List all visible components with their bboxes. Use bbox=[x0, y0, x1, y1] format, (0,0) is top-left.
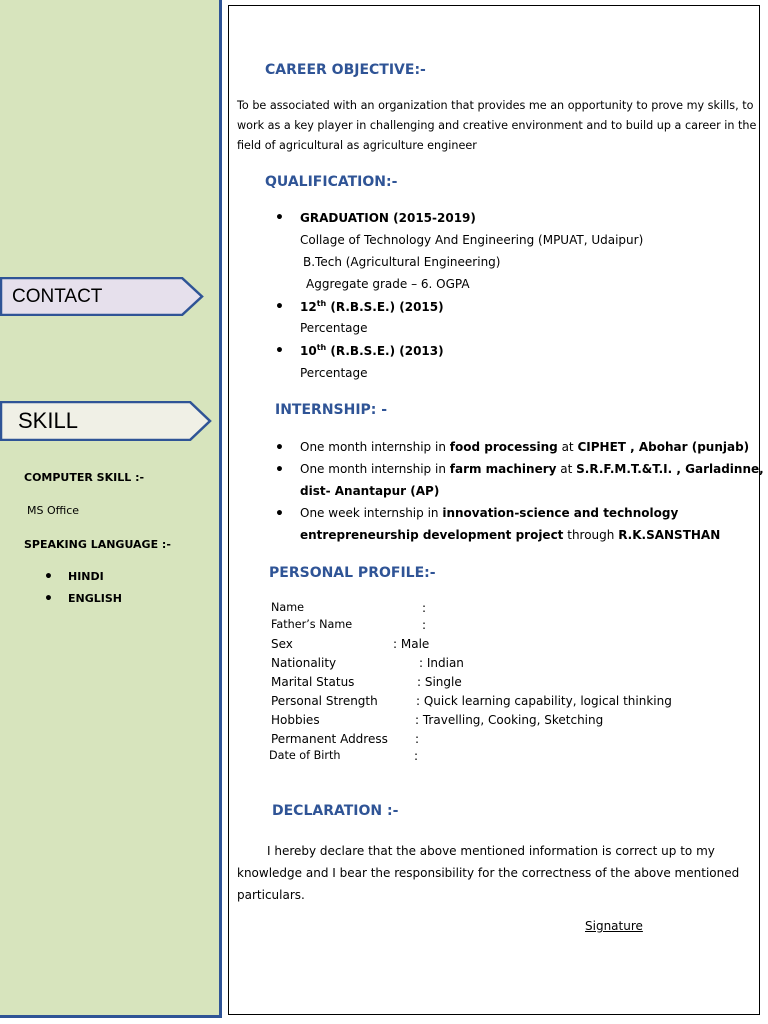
skill-label: SKILL bbox=[18, 408, 78, 433]
contact-label: CONTACT bbox=[12, 285, 103, 307]
language-item: • HINDI bbox=[44, 566, 122, 588]
profile-value: : bbox=[422, 601, 427, 615]
computer-skill-label: COMPUTER SKILL :- bbox=[24, 471, 145, 484]
graduation-grade: Aggregate grade – 6. OGPA bbox=[306, 277, 470, 291]
profile-label: Permanent Address bbox=[271, 732, 388, 746]
contact-tab bbox=[0, 277, 204, 316]
signature: Signature bbox=[585, 919, 643, 933]
text-run: One month internship in bbox=[300, 462, 450, 476]
tenth-number: 10 bbox=[300, 344, 317, 358]
text-run: entrepreneurship development project bbox=[300, 528, 564, 542]
graduation-title: GRADUATION (2015-2019) bbox=[300, 211, 476, 225]
bullet-icon: • bbox=[275, 506, 284, 522]
bullet-icon: • bbox=[275, 210, 284, 226]
tenth-title bbox=[300, 343, 444, 358]
profile-value: : Male bbox=[393, 637, 430, 651]
text-run: farm machinery bbox=[449, 462, 557, 476]
declaration-text: I hereby declare that the above mentioned information is correct up to my knowledge and I bear the responsibility for the correctness of the above mentioned particulars. bbox=[237, 844, 740, 902]
twelfth-ordinal: th bbox=[316, 299, 327, 308]
twelfth-title bbox=[300, 299, 444, 314]
internship-heading: INTERNSHIP: - bbox=[275, 402, 388, 418]
text-run: R.K.SANSTHAN bbox=[618, 528, 721, 542]
language-list bbox=[44, 566, 122, 610]
text-run: One month internship in bbox=[300, 440, 450, 454]
text-run: innovation-science and technology bbox=[442, 506, 679, 520]
internship-item bbox=[300, 506, 678, 520]
twelfth-detail: Percentage bbox=[300, 321, 368, 335]
profile-value: : Quick learning capability, logical thinking bbox=[416, 694, 672, 708]
tenth-board: (R.B.S.E.) (2013) bbox=[330, 344, 444, 358]
profile-label: Name bbox=[271, 601, 305, 614]
twelfth-number: 12 bbox=[300, 300, 317, 314]
career-objective-text: To be associated with an organization that provides me an opportunity to prove my skills, to work as a key player in challenging and creative environment and to build up a career in the field of agricultural as agriculture engineer bbox=[237, 99, 757, 152]
profile-label: Personal Strength bbox=[271, 694, 378, 708]
profile-label: Date of Birth bbox=[269, 749, 341, 762]
profile-value: : bbox=[415, 732, 420, 746]
text-run: CIPHET , Abohar (punjab) bbox=[577, 440, 750, 454]
tenth-ordinal: th bbox=[316, 343, 327, 352]
profile-label: Nationality bbox=[271, 656, 337, 670]
bullet-icon: • bbox=[275, 299, 284, 315]
profile-label: Father’s Name bbox=[271, 618, 353, 631]
computer-skill-value: MS Office bbox=[27, 504, 80, 517]
profile-value: : bbox=[422, 618, 427, 632]
qualification-heading: QUALIFICATION:- bbox=[265, 174, 398, 190]
profile-value: : Travelling, Cooking, Sketching bbox=[415, 713, 604, 727]
text-run: One week internship in bbox=[300, 506, 443, 520]
twelfth-board: (R.B.S.E.) (2015) bbox=[330, 300, 444, 314]
profile-label: Marital Status bbox=[271, 675, 355, 689]
internship-item-cont bbox=[300, 528, 720, 542]
bullet-icon: • bbox=[275, 440, 284, 456]
bullet-icon: • bbox=[275, 462, 284, 478]
text-run: through bbox=[563, 528, 619, 542]
internship-item-cont: dist- Anantapur (AP) bbox=[300, 484, 440, 498]
tenth-detail: Percentage bbox=[300, 366, 368, 380]
profile-label: Hobbies bbox=[271, 713, 320, 727]
internship-item bbox=[300, 440, 749, 454]
declaration-heading: DECLARATION :- bbox=[272, 803, 399, 819]
profile-value: : Single bbox=[417, 675, 462, 689]
bullet-icon: • bbox=[275, 343, 284, 359]
text-run: S.R.F.M.T.&T.I. , Garladinne, bbox=[576, 462, 764, 476]
profile-value: : Indian bbox=[419, 656, 464, 670]
language-item: • ENGLISH bbox=[44, 588, 122, 610]
text-run: food processing bbox=[449, 440, 558, 454]
graduation-degree: B.Tech (Agricultural Engineering) bbox=[303, 255, 501, 269]
text-run: at bbox=[556, 462, 577, 476]
skill-tab bbox=[0, 401, 212, 441]
internship-item bbox=[300, 462, 764, 476]
graduation-college: Collage of Technology And Engineering (MPUAT, Udaipur) bbox=[300, 233, 644, 247]
profile-label: Sex bbox=[271, 637, 293, 651]
career-objective-heading: CAREER OBJECTIVE:- bbox=[265, 62, 426, 78]
personal-profile-heading: PERSONAL PROFILE:- bbox=[269, 565, 436, 581]
text-run: at bbox=[557, 440, 578, 454]
profile-value: : bbox=[414, 749, 419, 763]
speaking-language-label: SPEAKING LANGUAGE :- bbox=[24, 538, 171, 551]
